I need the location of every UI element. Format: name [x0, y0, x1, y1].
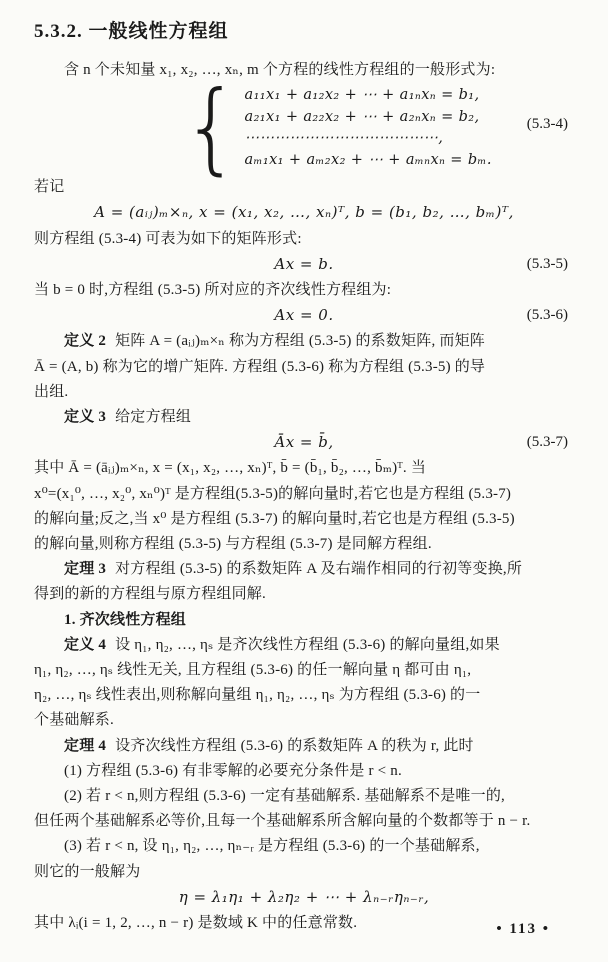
text-line-content: 得到的新的方程组与原方程组同解. — [34, 586, 266, 603]
text-line-content: 当 b = 0 时,方程组 (5.3-5) 所对应的齐次线性方程组为: — [34, 282, 392, 299]
text-line — [34, 175, 574, 200]
display-equation — [34, 430, 574, 456]
section-heading: 5.3.2. 一般线性方程组 — [34, 21, 229, 42]
text-line-content: 若记 — [34, 179, 65, 196]
text-line — [34, 557, 574, 582]
text-line-content: 设齐次线性方程组 (5.3-6) 的系数矩阵 A 的秩为 r, 此时 — [115, 737, 474, 754]
text-line — [34, 227, 574, 252]
equation-number: (5.3-4) — [526, 116, 568, 133]
text-line-content: 但任两个基础解系必等价,且每一个基础解系所含解向量的个数都等于 n − r. — [34, 813, 531, 830]
text-line-content: η₁, η₂, …, ηₛ 线性无关, 且方程组 (5.3-6) 的任一解向量 η 都可由 η₁, — [34, 662, 472, 679]
text-line-content: (3) 若 r < n, 设 η₁, η₂, …, ηₙ₋ᵣ 是方程组 (5.3-6) 的一个基础解系, — [64, 838, 480, 855]
equation-system-row: a₂₁x₁ + a₂₂x₂ + ⋯ + a₂ₙxₙ = b₂, — [244, 108, 480, 125]
text-line-content: 的解向量;反之,当 x⁰ 是方程组 (5.3-7) 的解向量时,若它也是方程组 (5.3-5) — [34, 510, 515, 527]
text-line — [34, 482, 574, 507]
text-line — [34, 809, 574, 834]
text-line — [34, 456, 574, 481]
text-line-content: 其中 λᵢ(i = 1, 2, …, n − r) 是数域 K 中的任意常数. — [34, 915, 358, 932]
equation-system-row: a₁₁x₁ + a₁₂x₂ + ⋯ + a₁ₙxₙ = b₁, — [244, 87, 480, 104]
equation-text: Ax = 0. — [274, 306, 334, 325]
text-line-content: 其中 Ā = (āᵢⱼ)ₘ×ₙ, x = (x₁, x₂, …, xₙ)ᵀ, b̄ = (b̄₁, b̄₂, …, b̄ₘ)ᵀ. 当 — [34, 460, 427, 477]
text-line — [34, 860, 574, 885]
text-line — [34, 784, 574, 809]
text-line — [34, 507, 574, 532]
equation-system-row: aₘ₁x₁ + aₘ₂x₂ + ⋯ + aₘₙxₙ = bₘ. — [244, 151, 492, 168]
text-line-content: 的解向量,则称方程组 (5.3-5) 与方程组 (5.3-7) 是同解方程组. — [34, 536, 432, 553]
definition-label: 定理 3 — [64, 561, 107, 578]
text-line-content: 则它的一般解为 — [34, 863, 141, 880]
text-line-content: 矩阵 A = (aᵢⱼ)ₘ×ₙ 称为方程组 (5.3-5) 的系数矩阵, 而矩阵 — [115, 333, 485, 350]
text-line-content: x⁰=(x₁⁰, …, x₂⁰, xₙ⁰)ᵀ 是方程组(5.3-5)的解向量时,若它也是方程组 (5.3-7) — [34, 485, 512, 502]
equation-number: (5.3-7) — [526, 434, 568, 451]
display-equation — [34, 200, 574, 226]
display-equation — [34, 252, 574, 278]
text-line-content: 则方程组 (5.3-4) 可表为如下的矩阵形式: — [34, 230, 302, 247]
text-line — [34, 658, 574, 683]
definition-label: 定义 4 — [64, 636, 107, 653]
equation-text: A = (aᵢⱼ)ₘ×ₙ, x = (x₁, x₂, …, xₙ)ᵀ, b = (b₁, b₂, …, bₘ)ᵀ, — [94, 203, 514, 222]
text-line-content: η₂, …, ηₛ 线性表出,则称解向量组 η₁, η₂, …, ηₛ 为方程组 (5.3-6) 的一 — [34, 687, 481, 704]
text-line-content: (1) 方程组 (5.3-6) 有非零解的必要充分条件是 r < n. — [64, 762, 402, 779]
text-line-content: 个基础解系. — [34, 712, 114, 729]
definition-label: 1. 齐次线性方程组 — [64, 611, 187, 628]
equation-number: (5.3-6) — [526, 307, 568, 324]
text-line-content: 含 n 个未知量 x₁, x₂, …, xₙ, m 个方程的线性方程组的一般形式为: — [64, 62, 496, 78]
text-line — [34, 380, 574, 405]
text-line — [34, 608, 574, 633]
definition-label: 定义 2 — [64, 333, 107, 350]
text-line — [34, 532, 574, 557]
text-line — [34, 834, 574, 859]
definition-label: 定义 3 — [64, 409, 107, 426]
text-line — [34, 759, 574, 784]
text-line — [34, 278, 574, 303]
text-line-content: 给定方程组 — [115, 409, 192, 426]
definition-label: 定理 4 — [64, 737, 107, 754]
text-line-content: Ā = (A, b) 称为它的增广矩阵. 方程组 (5.3-6) 称为方程组 (5.3-5) 的导 — [34, 358, 486, 375]
equation-system-rows — [245, 85, 492, 171]
text-line-content: 设 η₁, η₂, …, ηₛ 是齐次线性方程组 (5.3-6) 的解向量组,如果 — [115, 636, 500, 653]
text-line — [34, 911, 574, 936]
text-line — [34, 582, 574, 607]
text-line — [34, 633, 574, 658]
text-line — [34, 355, 574, 380]
text-line-content: (2) 若 r < n,则方程组 (5.3-6) 一定有基础解系. 基础解系不是唯一的, — [64, 788, 505, 805]
document-body — [34, 16, 574, 936]
text-line — [34, 708, 574, 733]
text-line-content: 对方程组 (5.3-5) 的系数矩阵 A 及右端作相同的行初等变换,所 — [115, 561, 523, 578]
equation-system-row: ⋯⋯⋯⋯⋯⋯⋯⋯⋯⋯⋯⋯⋯, — [244, 130, 444, 147]
equation-text: Ax = b. — [274, 254, 334, 273]
text-line — [34, 58, 574, 83]
display-equation — [34, 885, 574, 911]
equation-text: η = λ₁η₁ + λ₂η₂ + ⋯ + λₙ₋ᵣηₙ₋ᵣ, — [178, 887, 430, 906]
page-number: • 113 • — [496, 921, 550, 937]
text-line — [34, 683, 574, 708]
text-line-content: 出组. — [34, 383, 69, 400]
equation-text: Āx = b̄, — [274, 433, 334, 452]
display-equation — [34, 303, 574, 329]
text-line — [34, 405, 574, 430]
equation-number: (5.3-5) — [526, 255, 568, 272]
text-line — [34, 734, 574, 759]
left-brace-glyph: { — [182, 69, 241, 186]
text-line — [34, 329, 574, 354]
